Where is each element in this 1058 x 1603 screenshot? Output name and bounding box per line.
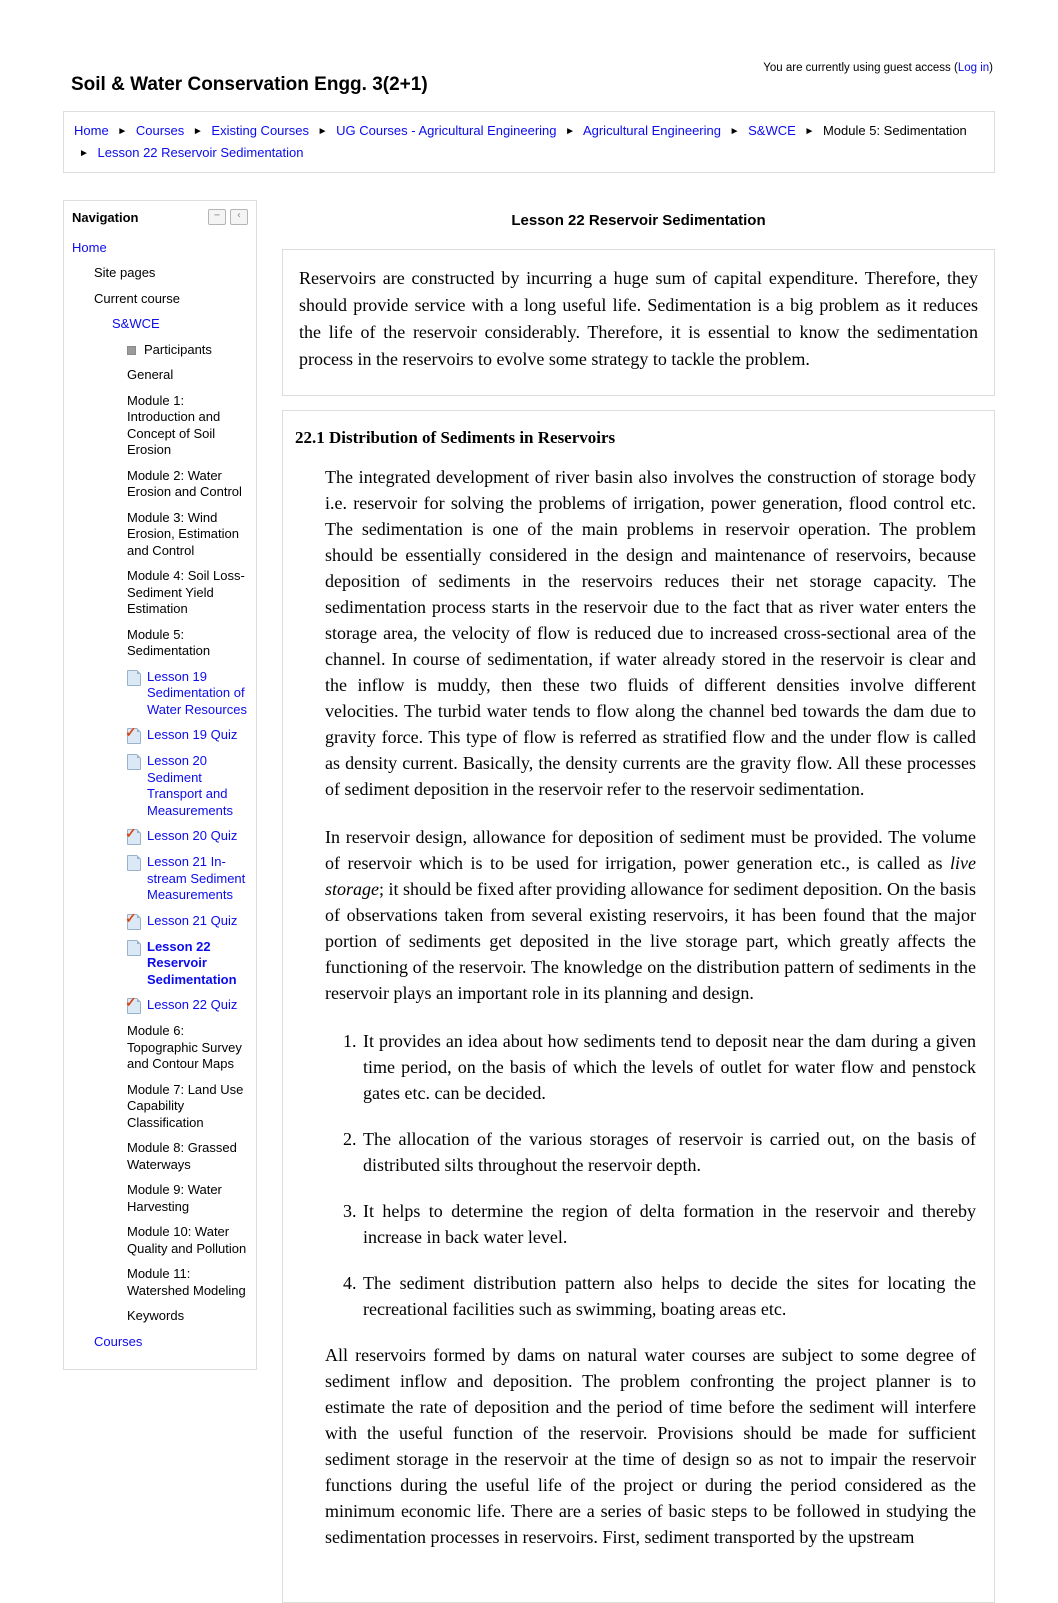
sidebar-item-module-6[interactable]: Module 6: Topographic Survey and Contour Maps [127,1023,242,1071]
quiz-icon: ✓ [127,829,141,845]
body-paragraph-3: All reservoirs formed by dams on natural water courses are subject to some degree of sediment inflow and deposition. The problem confronting the project planner is to estimate the rate of deposition and the period of time before the sediment will interfere with the useful function of the reservoir. Provisions should be made for sufficient sediment storage in the reservoir at the time of design so as not to impair the reservoir functions during the useful life of the project or during the period considered as the minimum economic life. There are a series of basic steps to be followed in studying the sedimentation processes in reservoirs. First, sediment transported by the upstream [325,1345,976,1547]
sidebar-item-module-5[interactable]: Module 5: Sedimentation [127,626,211,658]
breadcrumb-separator-icon: ► [79,148,89,159]
breadcrumb [63,111,995,173]
sidebar-item-label: Lesson 22 Reservoir Sedimentation [147,938,237,987]
page-resource-icon [127,855,141,871]
breadcrumb-separator-icon: ► [729,126,740,137]
sidebar-item-lesson-22-quiz[interactable] [72,993,248,1019]
sidebar-item-label: Lesson 22 Quiz [147,997,238,1012]
sidebar-item-label: Lesson 21 Quiz [147,912,238,928]
sidebar-item-module-11[interactable]: Module 11: Watershed Modeling [127,1266,246,1298]
sidebar-item-lesson-19[interactable] [72,664,248,723]
breadcrumb-link-courses[interactable]: Courses [135,123,185,138]
quiz-icon: ✓ [127,914,141,930]
navigation-block-header [72,209,248,225]
sidebar-item-site-pages[interactable]: Site pages [94,265,156,280]
benefits-list [295,1028,982,1322]
sidebar-item-module-1[interactable]: Module 1: Introduction and Concept of Soil Erosion [127,392,221,457]
guest-access-text: You are currently using guest access ( [763,62,958,74]
sidebar-item-module-10[interactable]: Module 10: Water Quality and Pollution [127,1224,247,1256]
page-resource-icon [127,940,141,956]
quiz-icon: ✓ [127,728,141,744]
breadcrumb-separator-icon: ► [117,126,128,137]
breadcrumb-link-ug-courses[interactable]: UG Courses - Agricultural Engineering [336,123,557,138]
lesson-summary-text: Reservoirs are constructed by incurring a huge sum of capital expenditure. Therefore, they should provide service with a long useful life. Sedimentation is a big problem as it reduces the life of the reservoir considerably. Therefore, it is essential to know the sedimentation process in the reservoirs to evolve some strategy to tackle the problem. [299,268,978,369]
navigation-block [63,200,257,1370]
sidebar-item-module-7[interactable]: Module 7: Land Use Capability Classification [127,1081,244,1130]
sidebar-item-general[interactable]: General [127,367,174,382]
sidebar-item-lesson-21-quiz[interactable] [72,908,248,934]
sidebar-item-module-4[interactable]: Module 4: Soil Loss- Sediment Yield Estimation [127,568,245,616]
breadcrumb-link-home[interactable]: Home [74,123,109,138]
sidebar-item-label: Lesson 19 Quiz [147,727,238,742]
list-item: 2. The allocation of the various storages of reservoir is carried out, on the basis of distributed silts throughout the reservoir depth. [361,1126,976,1178]
breadcrumb-link-agricultural-engineering[interactable]: Agricultural Engineering [582,123,721,138]
sidebar-item-label: Lesson 21 In-stream Sediment Measurements [147,854,246,902]
quiz-icon: ✓ [127,998,141,1014]
sidebar-item-home[interactable]: Home [72,239,107,255]
sidebar-item-label: Lesson 20 Sediment Transport and Measurements [147,753,233,818]
login-link[interactable]: Log in [957,62,990,74]
sidebar-item-lesson-20[interactable] [72,749,248,824]
collapse-block-icon[interactable]: − [208,209,226,225]
page-title: Soil & Water Conservation Engg. 3(2+1) [71,74,428,95]
body-paragraph-1: The integrated development of river basin also involves the construction of storage body i.e. reservoir for solving the problems of irrigation, power generation, flood control etc. The sedimentation is one of the main problems in reservoir operation. The problem should be essentially considered in the design and maintenance of reservoirs, because deposition of sediments in the reservoirs reduces their net storage capacity. The sedimentation process starts in the reservoir due to the fact that as river water enters the storage area, the velocity of flow is reduced due to increased cross-sectional area of the channel. In course of sedimentation, if water already stored in the reservoir is clear and the inflow is muddy, then these two fluids of different densities involve different velocities. The turbid water tends to flow along the channel bed towards the dam due to gravity force. This type of flow is referred as stratified flow and the under flow is called as density current. Basically, the density currents are the gravity flow. All these processes of sediment deposition in the reservoir refer to the reservoir sedimentation. [325,467,976,799]
navigation-block-controls [208,209,248,225]
list-item: 1. It provides an idea about how sediments tend to deposit near the dam during a given time period, on the basis of which the levels of outlet for water flow and penstock gates etc. can be decided. [361,1028,976,1106]
sidebar-item-label: Participants [144,341,212,357]
paragraph-2-text: In reservoir design, allowance for deposition of sediment must be provided. The volume of reservoir which is to be used for irrigation, power generation etc., is called as [325,827,976,873]
sidebar-item-keywords[interactable]: Keywords [127,1308,185,1323]
main-content [282,200,995,1603]
sidebar-item-participants[interactable] [72,337,248,363]
content-row [63,200,995,1603]
paragraph-2-italic-term: live storage [325,853,976,899]
sidebar-item-module-2[interactable]: Module 2: Water Erosion and Control [127,467,242,499]
lesson-summary-box [282,249,995,396]
page-header [63,0,995,96]
paragraph-2-text-after: ; it should be fixed after providing allowance for sediment deposition. On the basis of observations taken from several existing reservoirs, it has been found that the major portion of sediments get deposited in the live storage part, which greatly affects the functioning of the reservoir. The knowledge on the distribution pattern of sediments in the reservoir plays an important role in its planning and design. [325,879,976,1003]
sidebar-item-module-3[interactable]: Module 3: Wind Erosion, Estimation and Control [127,509,239,558]
sidebar-item-module-8[interactable]: Module 8: Grassed Waterways [127,1140,237,1172]
breadcrumb-link-existing-courses[interactable]: Existing Courses [211,123,309,138]
page-resource-icon [127,754,141,770]
body-paragraph-2 [295,824,982,1006]
guest-access-status [763,62,993,74]
square-bullet-icon [127,346,136,355]
navigation-block-title: Navigation [72,209,139,225]
lesson-title: Lesson 22 Reservoir Sedimentation [511,212,766,229]
section-heading: 22.1 Distribution of Sediments in Reservoirs [295,428,616,447]
sidebar-item-lesson-20-quiz[interactable] [72,824,248,850]
sidebar-item-lesson-22-current[interactable] [72,934,248,993]
page-resource-icon [127,670,141,686]
sidebar-item-swce[interactable]: S&WCE [112,316,160,331]
sidebar-item-label: Lesson 20 Quiz [147,828,238,843]
lesson-body-box [282,410,995,1603]
sidebar-item-lesson-19-quiz[interactable] [72,723,248,749]
dock-block-icon[interactable]: ‹ [230,209,248,225]
breadcrumb-link-lesson-22[interactable]: Lesson 22 Reservoir Sedimentation [97,145,304,160]
guest-access-text-close: ) [989,62,993,74]
sidebar-item-lesson-21[interactable] [72,850,248,909]
sidebar-item-module-9[interactable]: Module 9: Water Harvesting [127,1182,222,1214]
breadcrumb-separator-icon: ► [565,126,576,137]
breadcrumb-link-swce[interactable]: S&WCE [748,123,796,138]
breadcrumb-current-module: Module 5: Sedimentation [822,123,967,138]
list-item: 4. The sediment distribution pattern also helps to decide the sites for locating the recreational facilities such as swimming, boating areas etc. [361,1270,976,1322]
list-item: 3. It helps to determine the region of delta formation in the reservoir and thereby increase in back water level. [361,1198,976,1250]
breadcrumb-separator-icon: ► [804,126,815,137]
sidebar-item-current-course[interactable]: Current course [94,290,180,306]
breadcrumb-separator-icon: ► [192,126,203,137]
breadcrumb-separator-icon: ► [317,126,328,137]
sidebar-item-courses[interactable]: Courses [94,1333,143,1349]
sidebar-item-label: Lesson 19 Sedimentation of Water Resources [147,668,247,717]
